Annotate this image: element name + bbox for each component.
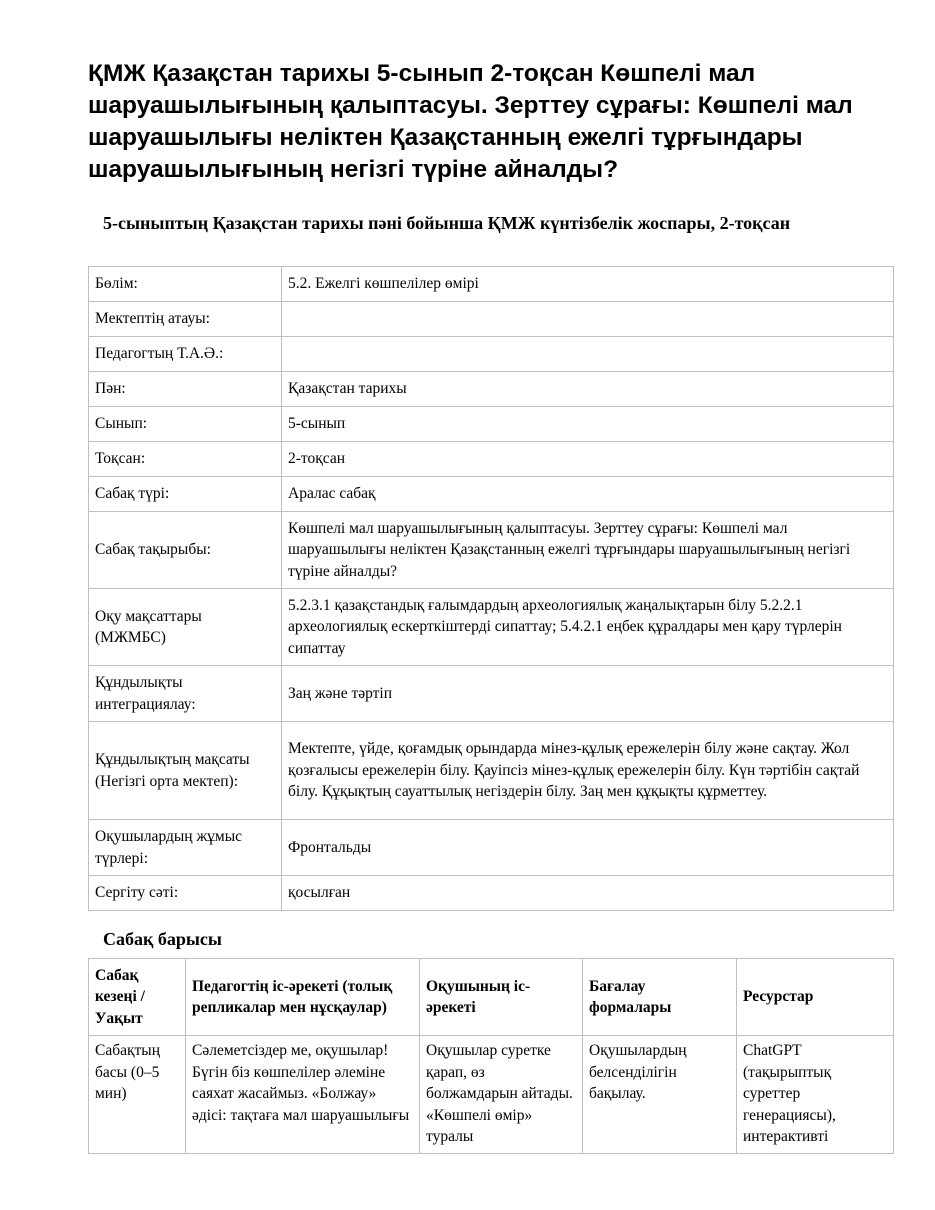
info-label: Педагогтың Т.А.Ә.: xyxy=(89,337,282,372)
info-value xyxy=(282,302,894,337)
info-value: 5.2.3.1 қазақстандық ғалымдардың археологиялық жаңалықтарын білу 5.2.2.1 археологиялық ескерткіштерді сипаттау; 5.4.2.1 еңбек құралдары мен қару түрлерін сипаттау xyxy=(282,589,894,666)
cell-assessment: Оқушылардың белсенділігін бақылау. xyxy=(583,1036,737,1154)
info-value: 2-тоқсан xyxy=(282,442,894,477)
cell-teacher: Сәлеметсіздер ме, оқушылар! Бүгін біз көшпелілер әлеміне саяхат жасаймыз. «Болжау» әдісі: тақтаға мал шаруашылығы xyxy=(186,1036,420,1154)
header-resources: Ресурстар xyxy=(737,959,894,1036)
info-row xyxy=(89,337,894,372)
info-label: Бөлім: xyxy=(89,267,282,302)
info-label: Тоқсан: xyxy=(89,442,282,477)
info-value: Аралас сабақ xyxy=(282,477,894,512)
info-row xyxy=(89,589,894,666)
info-value: Фронтальды xyxy=(282,820,894,876)
process-header-row xyxy=(89,959,894,1036)
info-label: Құндылықтың мақсаты (Негізгі орта мектеп): xyxy=(89,722,282,820)
info-label: Мектептің атауы: xyxy=(89,302,282,337)
info-label: Оқу мақсаттары (МЖМБС) xyxy=(89,589,282,666)
header-stage: Сабақ кезеңі / Уақыт xyxy=(89,959,186,1036)
info-row xyxy=(89,267,894,302)
info-label: Құндылықты интеграциялау: xyxy=(89,666,282,722)
info-row xyxy=(89,477,894,512)
cell-student: Оқушылар суретке қарап, өз болжамдарын айтады. «Көшпелі өмір» туралы xyxy=(420,1036,583,1154)
info-label: Сынып: xyxy=(89,407,282,442)
info-table xyxy=(88,266,894,911)
info-row xyxy=(89,876,894,911)
info-value: қосылған xyxy=(282,876,894,911)
info-row xyxy=(89,302,894,337)
info-value: 5-сынып xyxy=(282,407,894,442)
info-value: Қазақстан тарихы xyxy=(282,372,894,407)
info-row xyxy=(89,372,894,407)
cell-resources: ChatGPT (тақырыптық суреттер генерациясы), интерактивті xyxy=(737,1036,894,1154)
info-row xyxy=(89,407,894,442)
process-heading: Сабақ барысы xyxy=(103,929,222,949)
header-assessment: Бағалау формалары xyxy=(583,959,737,1036)
info-row xyxy=(89,666,894,722)
page-title: ҚМЖ Қазақстан тарихы 5-сынып 2-тоқсан Көшпелі мал шаруашылығының қалыптасуы. Зерттеу сұрағы: Көшпелі мал шаруашылығы неліктен Қазақстанның ежелгі тұрғындары шаруашылығының негізгі түріне айналды? xyxy=(88,60,853,183)
info-row xyxy=(89,512,894,589)
info-value: Заң және тәртіп xyxy=(282,666,894,722)
info-row xyxy=(89,442,894,477)
info-value: Мектепте, үйде, қоғамдық орындарда мінез-құлық ережелерін білу және сақтау. Жол қозғалысы ережелерін білу. Қауіпсіз мінез-құлық ережелерін білу. Күн тәртібін сақтай білу. Құқықтың сауаттылық негіздерін білу. Заң мен құқықты құрметтеу. xyxy=(282,722,894,820)
table-row xyxy=(89,1036,894,1154)
info-label: Оқушылардың жұмыс түрлері: xyxy=(89,820,282,876)
cell-stage: Сабақтың басы (0–5 мин) xyxy=(89,1036,186,1154)
info-label: Сабақ түрі: xyxy=(89,477,282,512)
info-value xyxy=(282,337,894,372)
info-value: 5.2. Ежелгі көшпелілер өмірі xyxy=(282,267,894,302)
header-teacher: Педагогтің іс-әрекеті (толық репликалар мен нұсқаулар) xyxy=(186,959,420,1036)
header-student: Оқушының іс-әрекеті xyxy=(420,959,583,1036)
plan-heading: 5-сыныптың Қазақстан тарихы пәні бойынша ҚМЖ күнтізбелік жоспары, 2-тоқсан xyxy=(103,213,791,233)
info-label: Сергіту сәті: xyxy=(89,876,282,911)
info-label: Пән: xyxy=(89,372,282,407)
info-label: Сабақ тақырыбы: xyxy=(89,512,282,589)
info-row xyxy=(89,820,894,876)
info-value: Көшпелі мал шаруашылығының қалыптасуы. Зерттеу сұрағы: Көшпелі мал шаруашылығы неліктен Қазақстанның ежелгі тұрғындары шаруашылығының негізгі түріне айналды? xyxy=(282,512,894,589)
info-row xyxy=(89,722,894,820)
lesson-process-table xyxy=(88,958,894,1154)
